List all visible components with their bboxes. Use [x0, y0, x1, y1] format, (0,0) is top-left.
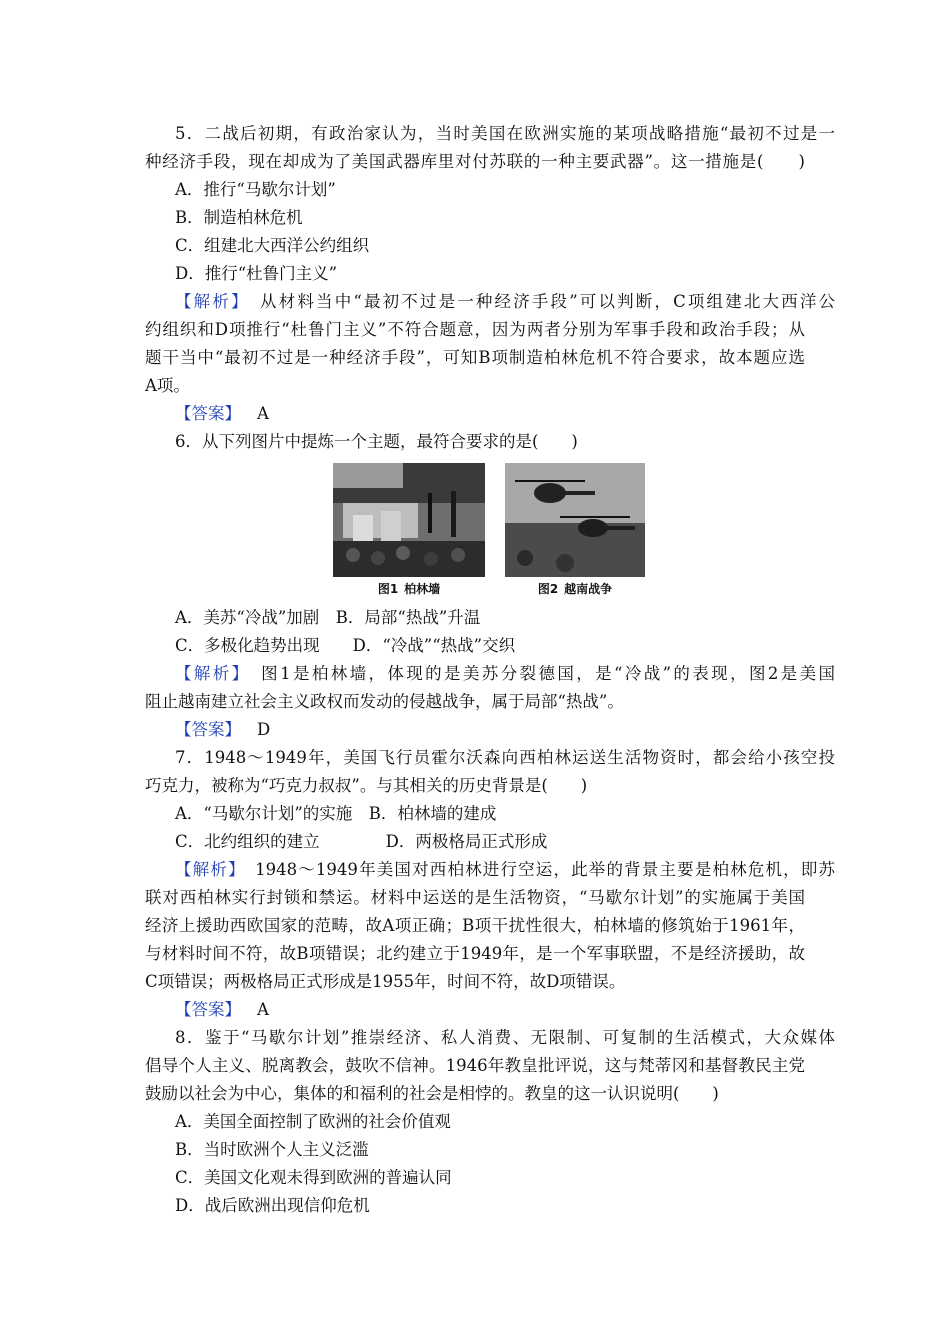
- q5-option-d: D．推行“杜鲁门主义”: [175, 264, 338, 283]
- answer-tag: 【答案】: [175, 404, 241, 423]
- q7-analysis-line-3: 经济上援助西欧国家的范畴，故A项正确；B项干扰性很大，柏林墙的修筑始于1961年，: [145, 916, 805, 935]
- berlin-wall-image-icon: [333, 463, 485, 577]
- q5-answer: 【答案】 A: [175, 404, 269, 423]
- q8-option-c: C．美国文化观未得到欧洲的普遍认同: [175, 1168, 452, 1187]
- q6-stem: 6．从下列图片中提炼一个主题，最符合要求的是( ): [175, 432, 578, 451]
- berlin-wall-photo: [333, 463, 485, 577]
- q7-options-line-2: C．北约组织的建立 D．两极格局正式形成: [175, 832, 548, 851]
- q8-option-b: B．当时欧洲个人主义泛滥: [175, 1140, 369, 1159]
- q7-analysis-line-4: 与材料时间不符，故B项错误；北约建立于1949年，是一个军事联盟，不是经济援助，故: [145, 944, 805, 963]
- answer-tag: 【答案】: [175, 720, 241, 739]
- q7-stem-line-1: 7．1948～1949年，美国飞行员霍尔沃森向西柏林运送生活物资时，都会给小孩空投: [175, 748, 835, 767]
- analysis-tag: 【解析】: [175, 292, 242, 311]
- figure-1: [333, 463, 485, 598]
- q5-analysis-line-4: A项。: [145, 376, 190, 395]
- q5-option-b: B．制造柏林危机: [175, 208, 303, 227]
- figure-2: [505, 463, 645, 598]
- q8-option-d: D．战后欧洲出现信仰危机: [175, 1196, 370, 1215]
- q5-stem-line-2: 种经济手段，现在却成为了美国武器库里对付苏联的一种主要武器”。这一措施是( ): [145, 152, 805, 171]
- answer-tag: 【答案】: [175, 1000, 241, 1019]
- figure-2-caption: 图2 越南战争: [537, 582, 613, 596]
- q6-answer: 【答案】 D: [175, 720, 271, 739]
- vietnam-war-photo: [505, 463, 645, 577]
- q7-analysis-line-1: 【解析】 1948～1949年美国对西柏林进行空运，此举的背景主要是柏林危机，即苏: [175, 860, 836, 879]
- q7-options-line-1: A．“马歇尔计划”的实施 B．柏林墙的建成: [175, 804, 497, 823]
- q7-analysis-line-2: 联对西柏林实行封锁和禁运。材料中运送的是生活物资，“马歇尔计划”的实施属于美国: [145, 888, 805, 907]
- q7-stem-line-2: 巧克力，被称为“巧克力叔叔”。与其相关的历史背景是( ): [145, 776, 588, 795]
- q5-stem-line-1: 5．二战后初期，有政治家认为，当时美国在欧洲实施的某项战略措施“最初不过是一: [175, 124, 835, 143]
- q5-option-a: A．推行“马歇尔计划”: [175, 180, 336, 199]
- q8-stem-line-2: 倡导个人主义、脱离教会，鼓吹不信神。1946年教皇批评说，这与梵蒂冈和基督教民主党: [145, 1056, 805, 1075]
- q6-analysis-line-2: 阻止越南建立社会主义政权而发动的侵越战争，属于局部“热战”。: [145, 692, 624, 711]
- helicopter-image-icon: [505, 463, 645, 577]
- q5-option-c: C．组建北大西洋公约组织: [175, 236, 370, 255]
- q6-options-line-2: C．多极化趋势出现 D．“冷战”“热战”交织: [175, 636, 516, 655]
- q8-stem-line-3: 鼓励以社会为中心，集体的和福利的社会是相悖的。教皇的这一认识说明( ): [145, 1084, 719, 1103]
- analysis-tag: 【解析】: [175, 860, 238, 879]
- q8-option-a: A．美国全面控制了欧洲的社会价值观: [175, 1112, 451, 1131]
- q5-analysis-line-3: 题干当中“最初不过是一种经济手段”，可知B项制造柏林危机不符合要求，故本题应选: [145, 348, 805, 367]
- q7-answer: 【答案】 A: [175, 1000, 269, 1019]
- analysis-tag: 【解析】: [175, 664, 243, 683]
- q6-options-line-1: A．美苏“冷战”加剧 B．局部“热战”升温: [175, 608, 481, 627]
- q8-stem-line-1: 8．鉴于“马歇尔计划”推崇经济、私人消费、无限制、可复制的生活模式，大众媒体: [175, 1028, 835, 1047]
- q6-analysis-line-1: 【解析】 图1是柏林墙，体现的是美苏分裂德国，是“冷战”的表现，图2是美国: [175, 664, 835, 683]
- figure-1-caption: 图1 柏林墙: [377, 582, 441, 596]
- q5-analysis-line-1: 【解析】 从材料当中“最初不过是一种经济手段”可以判断，C项组建北大西洋公: [175, 292, 835, 311]
- q7-analysis-line-5: C项错误；两极格局正式形成是1955年，时间不符，故D项错误。: [145, 972, 626, 991]
- q5-analysis-line-2: 约组织和D项推行“杜鲁门主义”不符合题意，因为两者分别为军事手段和政治手段；从: [145, 320, 805, 339]
